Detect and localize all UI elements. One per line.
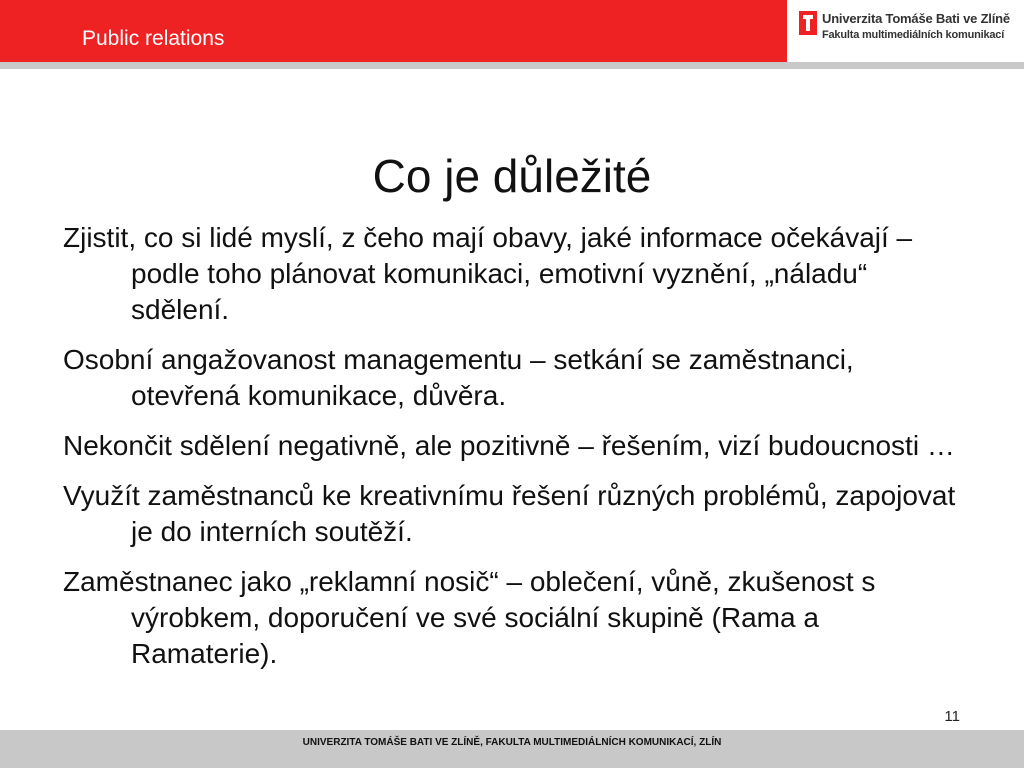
slide-title: Co je důležité	[372, 150, 652, 202]
bullet-item: Osobní angažovanost managementu – setkání se zaměstnanci, otevřená komunikace, důvěra.	[63, 344, 854, 411]
university-logo-icon	[799, 11, 817, 35]
footer-band	[0, 730, 1024, 768]
bullet-list	[63, 220, 963, 686]
page-number: 11	[944, 708, 960, 725]
header-title: Public relations	[82, 27, 225, 50]
bullet-item: Využít zaměstnanců ke kreativnímu řešení různých problémů, zapojovat je do interních soutěží.	[63, 480, 956, 547]
bullet-item: Zaměstnanec jako „reklamní nosič“ – oblečení, vůně, zkušenost s výrobkem, doporučení ve své sociální skupině (Rama a Ramaterie).	[63, 566, 876, 669]
header-divider	[0, 62, 1024, 69]
logo-university-name: Univerzita Tomáše Bati ve Zlíně	[822, 11, 1010, 26]
bullet-item: Zjistit, co si lidé myslí, z čeho mají obavy, jaké informace očekávají – podle toho plánovat komunikaci, emotivní vyznění, „náladu“ sdělení.	[63, 222, 913, 325]
footer-text: UNIVERZITA TOMÁŠE BATI VE ZLÍNĚ, FAKULTA MULTIMEDIÁLNÍCH KOMUNIKACÍ, ZLÍN	[302, 737, 722, 748]
logo-faculty-name: Fakulta multimediálních komunikací	[822, 29, 1005, 41]
bullet-item: Nekončit sdělení negativně, ale pozitivně – řešením, vizí budoucnosti …	[63, 430, 955, 461]
